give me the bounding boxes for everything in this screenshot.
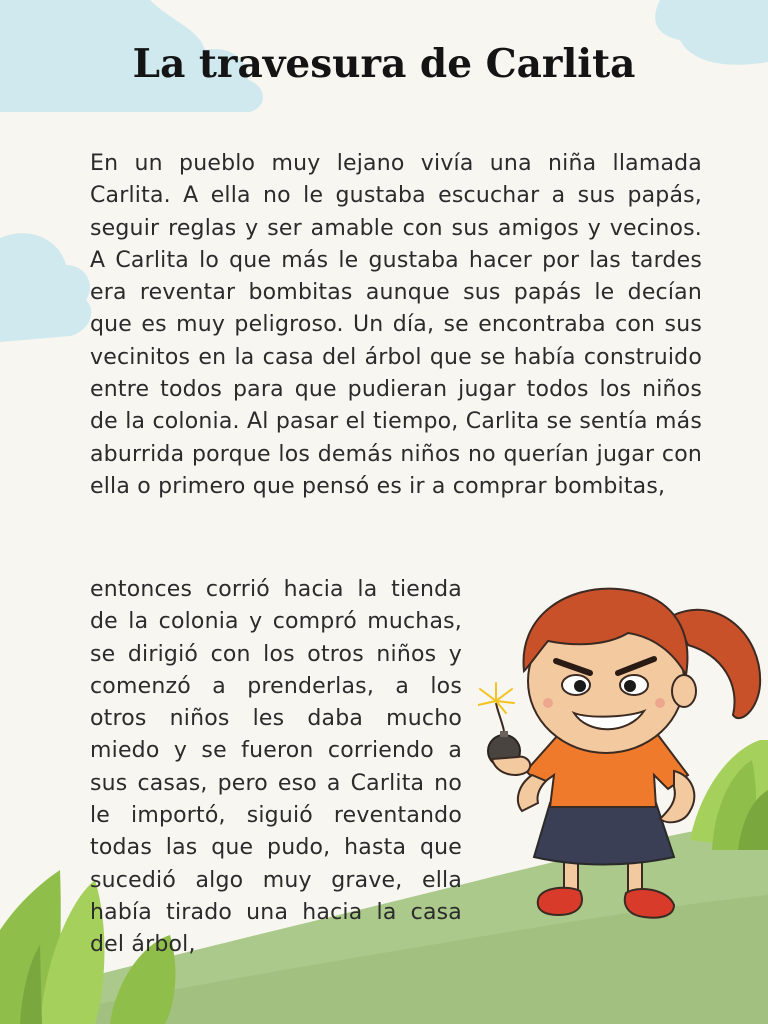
spark-icon <box>478 683 514 713</box>
cloud-left <box>0 233 91 342</box>
shoe-right <box>625 889 674 918</box>
pupil-right <box>624 680 636 692</box>
cheek-right <box>655 698 665 708</box>
shoe-left <box>538 888 582 915</box>
page-title: La travesura de Carlita <box>132 41 636 87</box>
pupil-left <box>574 680 586 692</box>
paragraph-continuation: entonces corrió hacia la tienda de la colonia y compró muchas, se dirigió con los otros niños y comenzó a prenderlas, a los otros niños les daba mucho miedo y se fueron corriendo a sus casas, pero eso a Carlita no le importó, siguió reventando todas las que pudo, hasta que sucedió algo muy grave, ella había tirado una hacia la casa del árbol, <box>90 577 462 958</box>
arm-left <box>518 775 546 811</box>
ear <box>672 675 696 707</box>
paragraph-intro: En un pueblo muy lejano vivía una niña llamada Carlita. A ella no le gustaba escuchar a sus papás, seguir reglas y ser amable con sus amigos y vecinos. A Carlita lo que más le gustaba hacer por las tardes era reventar bombitas aunque sus papás le decían que es muy peligroso. Un día, se encontraba con sus vecinitos en la casa del árbol que se había construido entre todos para que pudieran jugar todos los niños de la colonia. Al pasar el tiempo, Carlita se sentía más aburrida porque los demás niños no querían jugar con ella o primero que pensó es ir a comprar bombitas, <box>90 151 702 499</box>
skirt <box>534 803 674 865</box>
carlita-illustration <box>478 575 768 935</box>
cheek-left <box>543 698 553 708</box>
hand-left <box>492 757 530 775</box>
bomb-cap <box>500 731 508 737</box>
